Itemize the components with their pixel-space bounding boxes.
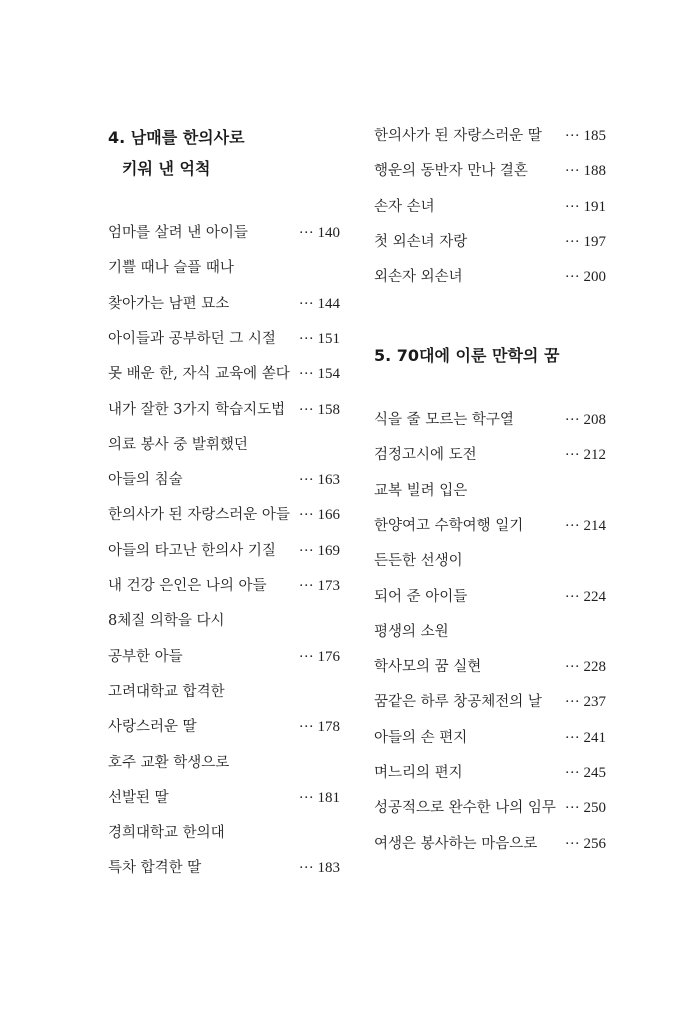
toc-entry <box>108 539 340 563</box>
toc-entry-page-number: ··· 140 <box>298 225 340 241</box>
toc-entry-page-number: ··· 163 <box>298 472 340 489</box>
toc-entry <box>108 433 340 457</box>
toc-entry-page-number: ··· 158 <box>298 401 340 418</box>
toc-entry <box>374 195 606 219</box>
toc-entry <box>374 159 606 183</box>
toc-entry-label: 아이들과 공부하던 그 시절 <box>108 330 276 347</box>
toc-entry-label: 찾아가는 남편 묘소 <box>108 295 230 312</box>
toc-entry-page-number: ··· 228 <box>564 659 606 676</box>
toc-entry <box>108 503 340 527</box>
toc-entry-label: 8체질 의학을 다시 <box>108 613 225 630</box>
toc-entry-page-number: ··· 166 <box>298 507 340 524</box>
toc-entry-page-number: ··· 181 <box>298 789 340 806</box>
toc-entry-page-number: ··· 178 <box>298 719 340 736</box>
toc-entry-label: 내 건강 은인은 나의 아들 <box>108 578 267 594</box>
toc-entry-label: 한의사가 된 자랑스러운 아들 <box>108 507 290 524</box>
toc-entry <box>108 856 340 880</box>
toc-entry-label: 학사모의 꿈 실현 <box>374 659 482 676</box>
toc-entry <box>108 786 340 810</box>
toc-entry <box>374 230 606 254</box>
toc-entry-label: 호주 교환 학생으로 <box>108 754 230 771</box>
toc-entry <box>374 585 606 609</box>
toc-entry-page-number: ··· 241 <box>564 729 606 746</box>
toc-entry-label: 못 배운 한, 자식 교육에 쏟다 <box>108 366 290 383</box>
toc-entry-label: 엄마를 살려 낸 아이들 <box>108 225 248 241</box>
toc-entry-label: 선발된 딸 <box>108 789 169 806</box>
toc-entry-label: 경희대학교 한의대 <box>108 825 225 842</box>
toc-entry-label: 든든한 선생이 <box>374 553 463 570</box>
toc-entry-page-number: ··· 245 <box>564 765 606 781</box>
toc-entry <box>108 574 340 598</box>
toc-entry <box>108 609 340 633</box>
toc-entry-label: 평생의 소원 <box>374 623 449 640</box>
toc-entry <box>108 680 340 704</box>
toc-entry-page-number: ··· 197 <box>564 233 606 250</box>
toc-entry <box>108 645 340 669</box>
toc-entry <box>108 821 340 845</box>
toc-entry <box>374 408 606 432</box>
toc-entry-label: 성공적으로 완수한 나의 임무 <box>374 800 556 817</box>
toc-entry <box>374 655 606 679</box>
toc-entry <box>374 265 606 289</box>
toc-entry <box>108 221 340 245</box>
toc-entry <box>108 715 340 739</box>
toc-entry <box>374 124 606 148</box>
chapter-4-title-line2: 키워 낸 억척 <box>122 159 211 178</box>
toc-entry <box>108 751 340 775</box>
toc-entry-page-number: ··· 144 <box>298 295 340 312</box>
toc-entry-page-number: ··· 154 <box>298 366 340 383</box>
toc-entry-page-number: ··· 214 <box>564 517 606 534</box>
toc-entry-page-number: ··· 191 <box>564 198 606 215</box>
toc-entry-label: 기쁠 때나 슬플 때나 <box>108 260 234 277</box>
toc-entry-label: 며느리의 편지 <box>374 765 463 781</box>
toc-entry-label: 행운의 동반자 만나 결혼 <box>374 163 528 180</box>
toc-entry-label: 손자 손녀 <box>374 198 435 215</box>
toc-entry-page-number: ··· 237 <box>564 694 606 711</box>
toc-entry-page-number: ··· 151 <box>298 330 340 347</box>
toc-entry-label: 교복 빌려 입은 <box>374 482 468 499</box>
toc-entry-page-number: ··· 173 <box>298 578 340 594</box>
toc-entry <box>374 479 606 503</box>
toc-entry-page-number: ··· 169 <box>298 542 340 559</box>
toc-entry <box>374 443 606 467</box>
toc-entry-label: 고려대학교 합격한 <box>108 683 225 700</box>
toc-entry-label: 공부한 아들 <box>108 648 183 665</box>
toc-entry-label: 의료 봉사 중 발휘했던 <box>108 436 248 453</box>
toc-entry <box>374 832 606 856</box>
toc-entry-label: 아들의 침술 <box>108 472 183 489</box>
chapter-5-title <box>374 340 559 371</box>
chapter-4-title-line1: 4. 남매를 한의사로 <box>108 128 245 147</box>
toc-entry-label: 한양여고 수학여행 일기 <box>374 517 524 534</box>
toc-entry-page-number: ··· 200 <box>564 269 606 286</box>
toc-entry-page-number: ··· 188 <box>564 163 606 180</box>
toc-entry-label: 여생은 봉사하는 마음으로 <box>374 835 538 852</box>
toc-entry-page-number: ··· 208 <box>564 412 606 428</box>
toc-entry <box>108 292 340 316</box>
chapter-5-title-line1: 5. 70대에 이룬 만학의 꿈 <box>374 346 560 365</box>
toc-entry <box>108 256 340 280</box>
toc-entry-page-number: ··· 212 <box>564 447 606 464</box>
toc-entry <box>108 362 340 386</box>
toc-entry-label: 사랑스러운 딸 <box>108 719 197 736</box>
toc-entry-label: 한의사가 된 자랑스러운 딸 <box>374 128 542 144</box>
toc-entry-page-number: ··· 183 <box>298 860 340 877</box>
toc-entry <box>108 468 340 492</box>
toc-entry <box>374 796 606 820</box>
toc-entry-label: 아들의 손 편지 <box>374 729 468 746</box>
toc-entry-page-number: ··· 256 <box>564 835 606 852</box>
toc-entry <box>374 514 606 538</box>
toc-entry <box>374 549 606 573</box>
chapter-4-title <box>108 122 245 184</box>
toc-entry-label: 검정고시에 도전 <box>374 447 477 464</box>
toc-entry <box>374 761 606 785</box>
toc-entry-page-number: ··· 250 <box>564 800 606 817</box>
toc-entry-label: 아들의 타고난 한의사 기질 <box>108 542 276 559</box>
toc-entry-label: 식을 줄 모르는 학구열 <box>374 412 514 428</box>
toc-entry-label: 특차 합격한 딸 <box>108 860 202 877</box>
toc-entry <box>108 398 340 422</box>
toc-entry <box>374 726 606 750</box>
toc-entry <box>108 327 340 351</box>
toc-entry <box>374 620 606 644</box>
toc-entry-label: 외손자 외손녀 <box>374 269 463 286</box>
toc-entry-label: 첫 외손녀 자랑 <box>374 233 468 250</box>
toc-entry-label: 꿈같은 하루 창공체전의 날 <box>374 694 542 711</box>
toc-entry-page-number: ··· 176 <box>298 648 340 665</box>
toc-entry <box>374 690 606 714</box>
toc-entry-page-number: ··· 185 <box>564 128 606 144</box>
toc-entry-label: 되어 준 아이들 <box>374 588 468 605</box>
toc-entry-label: 내가 잘한 3가지 학습지도법 <box>108 401 286 418</box>
toc-entry-page-number: ··· 224 <box>564 588 606 605</box>
